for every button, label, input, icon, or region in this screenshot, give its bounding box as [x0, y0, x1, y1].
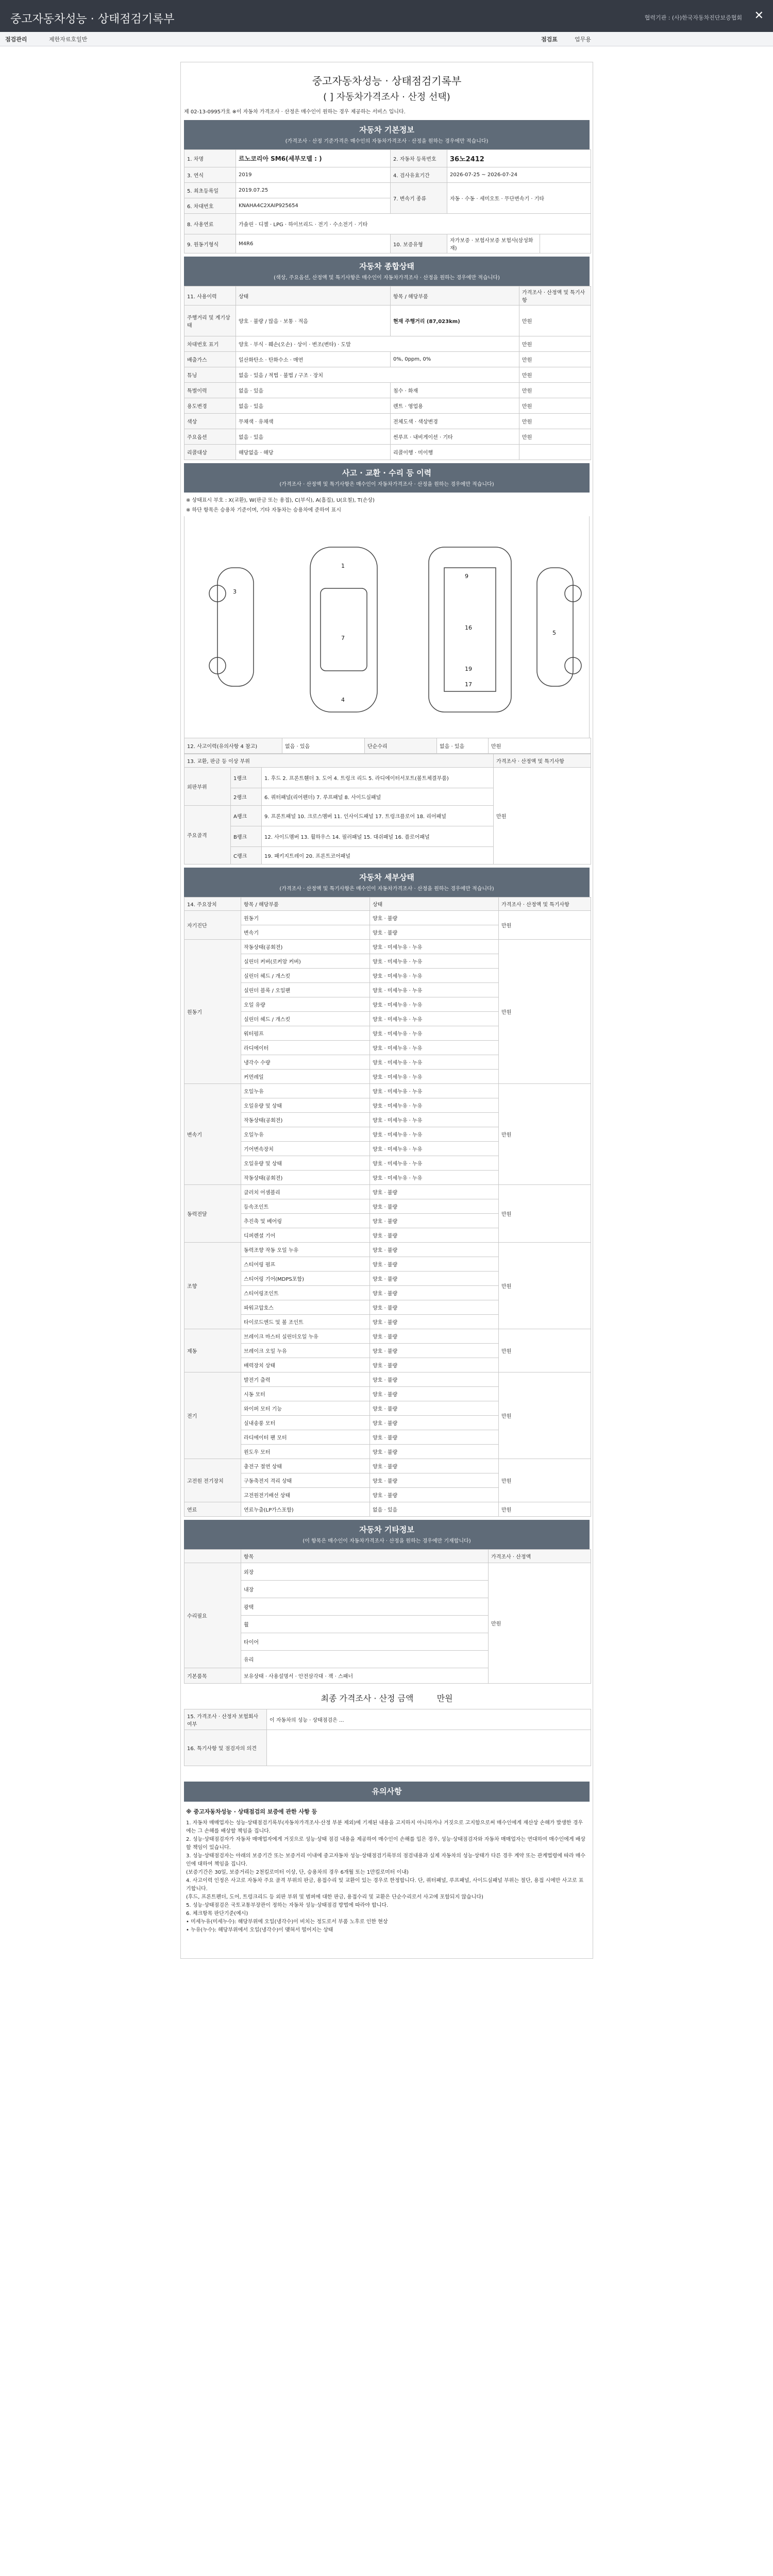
section-title: 자동차 세부상태: [359, 873, 414, 882]
plate-label: 2. 자동차 등록번호: [391, 150, 447, 167]
device-item: 발전기 출력: [241, 1372, 370, 1387]
device-group: 자기진단: [184, 911, 241, 940]
car-cabin: [321, 588, 367, 671]
device-item: 실린더 헤드 / 개스킷: [241, 1012, 370, 1026]
section-title: 자동차 기타정보: [359, 1525, 414, 1534]
device-state: 양호 · 미세누유 · 누유: [370, 983, 499, 997]
legend-note: ※ 하단 항목은 승용차 기준이며, 기타 자동차는 승용차에 준하여 표시: [186, 507, 341, 513]
row-label: 용도변경: [184, 398, 236, 414]
device-state: 양호 · 불량: [370, 1430, 499, 1445]
section-title: 사고 · 교환 · 수리 등 이력: [342, 468, 432, 478]
section-title: 자동차 종합상태: [359, 262, 414, 271]
price-cell: 만원: [519, 383, 591, 398]
partner-info: 협력기관 : (사)한국자동차진단보증협회: [644, 14, 742, 21]
col-header: 항목: [241, 1550, 489, 1563]
col-header: 11. 사용이력: [184, 286, 236, 306]
fuel-label: 8. 사용연료: [184, 214, 236, 234]
precaution-notes: [184, 1802, 590, 1938]
group-label: 외판부위: [184, 768, 231, 806]
row-label: 튜닝: [184, 367, 236, 383]
section-detail: [184, 868, 590, 897]
close-icon[interactable]: ✕: [754, 9, 764, 22]
vin-state: 양호 · 부식 · 훼손(오손) · 상이 · 변조(변타) · 도말: [236, 336, 519, 352]
basic-items-label: 기본품목: [184, 1668, 241, 1684]
device-item: 실린더 헤드 / 개스킷: [241, 969, 370, 983]
rank-label: C랭크: [231, 847, 262, 865]
part-label: 16: [465, 624, 472, 631]
section-subtitle: (가격조사 · 산정 기준가격은 매수인의 자동차가격조사 · 산정을 원하는 경우에만 적습니다): [285, 139, 489, 144]
price-cell: 만원: [499, 1084, 591, 1185]
part-label: 19: [465, 666, 472, 672]
device-item: 브레이크 오일 누유: [241, 1344, 370, 1358]
col-header: 상태: [370, 897, 499, 911]
rank-items: 9. 프론트패널 10. 크로스멤버 11. 인사이드패널 17. 트렁크플로어 18. 리어패널: [262, 806, 494, 826]
device-state: 양호 · 불량: [370, 911, 499, 925]
device-group: 고전원 전기장치: [184, 1459, 241, 1502]
doc-title: 중고자동차성능 · 상태점검기록부: [312, 75, 462, 87]
part-label: 3: [233, 588, 237, 595]
overview-table: [184, 286, 591, 460]
price-cell: 만원: [489, 738, 591, 754]
etc-item: 타이어: [241, 1633, 489, 1651]
device-state: 양호 · 미세누유 · 누유: [370, 997, 499, 1012]
title-bar: [0, 0, 773, 32]
price-cell: [519, 445, 591, 460]
usage-change: 없음 · 있음: [236, 398, 391, 414]
device-state: 양호 · 불량: [370, 1445, 499, 1459]
device-state: 없음 · 있음: [370, 1502, 499, 1517]
device-state: 양호 · 불량: [370, 1228, 499, 1243]
price-cell: 만원: [499, 940, 591, 1084]
section-title: 자동차 기본정보: [359, 125, 414, 134]
group-label: 주요골격: [184, 806, 231, 865]
precaution-item: 4. 사고이력 인정은 사고로 자동차 주요 골격 부위의 판금, 용접수리 및 교환이 있는 경우로 한정합니다. 단, 쿼터패널, 루프패널, 사이드실패널 부위는 절단, 용접 시에만 사고로 표기합니다.: [186, 1878, 584, 1892]
col-header: 가격조사 · 산정액 및 특기사항: [494, 754, 591, 768]
emission-values: 0%, 0ppm, 0%: [391, 352, 519, 367]
device-state: 양호 · 미세누유 · 누유: [370, 1098, 499, 1113]
device-item: 오일누유: [241, 1127, 370, 1142]
device-group: 전기: [184, 1372, 241, 1459]
part-label: 9: [465, 573, 468, 580]
device-item: 고전원전기배선 상태: [241, 1488, 370, 1502]
device-state: 양호 · 불량: [370, 1185, 499, 1199]
device-state: 양호 · 미세누유 · 누유: [370, 1041, 499, 1055]
device-item: 스티어링 기어(MDPS포함): [241, 1272, 370, 1286]
legend: ※ 상태표시 부호 : X(교환), W(판금 또는 용접), C(부식), A(흠집), U(요철), T(손상): [186, 498, 375, 503]
rank-table: [184, 754, 591, 865]
etc-table: [184, 1549, 591, 1684]
part-label: 5: [552, 630, 556, 636]
car-diagram: [184, 516, 590, 738]
device-item: 배력장치 상태: [241, 1358, 370, 1372]
color-state: 무채색 · 유채색: [236, 414, 391, 429]
device-item: 동력조향 작동 오일 누유: [241, 1243, 370, 1257]
device-state: 양호 · 불량: [370, 1199, 499, 1214]
section-title: 유의사항: [372, 1787, 402, 1796]
engine-type: M4R6: [236, 234, 391, 253]
section-overview: [184, 257, 590, 286]
row-label: 차대번호 표기: [184, 336, 236, 352]
price-cell: 만원: [499, 1459, 591, 1502]
device-state: 양호 · 불량: [370, 1243, 499, 1257]
device-group: 제동: [184, 1329, 241, 1372]
damage-label: 13. 교환, 판금 등 이상 부위: [184, 754, 494, 768]
device-state: 양호 · 불량: [370, 1401, 499, 1416]
tuning-state: 없음 · 있음 / 적법 · 불법 / 구조 · 장치: [236, 367, 519, 383]
repair-needed-label: 수리필요: [184, 1563, 241, 1668]
simple-repair-label: 단순수리: [365, 738, 437, 754]
device-group: 동력전달: [184, 1185, 241, 1243]
device-state: 양호 · 미세누유 · 누유: [370, 1156, 499, 1171]
device-group: 조향: [184, 1243, 241, 1329]
device-item: 스티어링 펌프: [241, 1257, 370, 1272]
odometer-state: 양호 · 불량 / 많음 · 보통 · 적음: [236, 306, 391, 336]
etc-item: 내장: [241, 1581, 489, 1598]
section-basic: [184, 120, 590, 149]
device-item: 시동 모터: [241, 1387, 370, 1401]
transmission-label: 7. 변속기 종류: [391, 183, 447, 214]
part-label: 7: [341, 635, 345, 641]
precaution-item: 5. 성능·상태점검은 국토교통부장관이 정하는 자동차 성능·상태점검 방법에 따라야 합니다.: [186, 1903, 389, 1908]
row-label: 주행거리 및 계기상태: [184, 306, 236, 336]
device-item: 추진축 및 베어링: [241, 1214, 370, 1228]
tab-checklist[interactable]: 점검표: [541, 36, 558, 43]
device-state: 양호 · 불량: [370, 1473, 499, 1488]
col-header: 가격조사 · 산정액 및 특기사항: [499, 897, 591, 911]
device-group: 원동기: [184, 940, 241, 1084]
device-item: 오일유량 및 상태: [241, 1098, 370, 1113]
price-cell: 만원: [519, 367, 591, 383]
device-item: 충전구 절연 상태: [241, 1459, 370, 1473]
section-accident: [184, 463, 590, 493]
warranty-type: 자가보증 · 보험사보증 보험사(삼성화재): [447, 234, 540, 253]
section-subtitle: (가격조사 · 산정액 및 특기사항은 매수인이 자동차가격조사 · 산정을 원하는 경우에만 적습니다): [279, 886, 494, 892]
car-side-left: [217, 568, 254, 686]
price-cell: 만원: [519, 398, 591, 414]
price-cell: 만원: [519, 336, 591, 352]
device-state: 양호 · 불량: [370, 1488, 499, 1502]
tab-inspection[interactable]: 점검관리: [5, 36, 27, 43]
special-items: 침수 · 화재: [391, 383, 519, 398]
price-cell: 만원: [499, 1502, 591, 1517]
device-state: 양호 · 불량: [370, 1344, 499, 1358]
price-cell: 만원: [499, 1243, 591, 1329]
device-state: 양호 · 미세누유 · 누유: [370, 1070, 499, 1084]
price-cell: 만원: [499, 911, 591, 940]
col-header: 상태: [236, 286, 391, 306]
inspection-period: 2026-07-25 ~ 2026-07-24: [447, 167, 591, 183]
rank-items: 12. 사이드멤버 13. 휠하우스 14. 필러패널 15. 대쉬패널 16. 플로어패널: [262, 826, 494, 847]
device-item: 원동기: [241, 911, 370, 925]
basic-items: 보유상태 · 사용설명서 · 안전삼각대 · 잭 · 스패너: [241, 1668, 489, 1684]
device-item: 라디에이터 팬 모터: [241, 1430, 370, 1445]
precaution-item: • 누유(누수): 해당부위에서 오일(냉각수)이 맺혀서 떨어지는 상태: [186, 1927, 333, 1933]
section-subtitle: (이 항목은 매수인이 자동차가격조사 · 산정을 원하는 경우에만 기재합니다): [303, 1538, 471, 1544]
usage-items: 렌트 · 영업용: [391, 398, 519, 414]
device-state: 양호 · 미세누유 · 누유: [370, 954, 499, 969]
car-diagram-svg: [187, 516, 589, 733]
device-item: 작동상태(공회전): [241, 1171, 370, 1185]
first-reg-date: 2019.07.25: [236, 183, 391, 198]
device-state: 양호 · 미세누유 · 누유: [370, 1084, 499, 1098]
opinion-label: 16. 특기사항 및 점검자의 의견: [184, 1730, 267, 1766]
inspection-period-label: 4. 검사유효기간: [391, 167, 447, 183]
app-title: 중고자동차성능 · 상태점검기록부: [10, 13, 175, 26]
row-label: 리콜대상: [184, 445, 236, 460]
device-item: 커먼레일: [241, 1070, 370, 1084]
special-history: 없음 · 있음: [236, 383, 391, 398]
vin-label: 6. 차대번호: [184, 198, 236, 214]
device-state: 양호 · 불량: [370, 925, 499, 940]
rank-label: 2랭크: [231, 788, 262, 806]
device-item: 냉각수 수량: [241, 1055, 370, 1070]
device-state: 양호 · 불량: [370, 1358, 499, 1372]
row-label: 배출가스: [184, 352, 236, 367]
base-price: [540, 234, 591, 253]
col-header: 14. 주요장치: [184, 897, 241, 911]
basic-table: [184, 149, 591, 253]
device-state: 양호 · 불량: [370, 1387, 499, 1401]
price-cell: 만원: [519, 414, 591, 429]
price-cell: 만원: [499, 1329, 591, 1372]
row-label: 특별이력: [184, 383, 236, 398]
device-item: 브레이크 마스터 실린더오일 누유: [241, 1329, 370, 1344]
device-item: 와이퍼 모터 기능: [241, 1401, 370, 1416]
final-price-unit: 만원: [436, 1693, 453, 1703]
accident-history: 없음 · 있음: [282, 738, 365, 754]
opinion-value: [267, 1730, 591, 1766]
year-label: 3. 연식: [184, 167, 236, 183]
tab-limited[interactable]: 제한자료호일반: [49, 36, 88, 43]
engine-label: 9. 원동기형식: [184, 234, 236, 253]
precaution-item: (보증기간은 30일, 보증거리는 2천킬로미터 이상, 단, 승용차의 경우 6개월 또는 1만킬로미터 이내): [186, 1870, 409, 1875]
device-item: 스티어링조인트: [241, 1286, 370, 1300]
precaution-item: ※ 중고자동차성능 · 상태점검의 보증에 관한 사항 등: [186, 1808, 317, 1815]
device-item: 구동축전지 격리 상태: [241, 1473, 370, 1488]
option-items: 썬루프 · 내비게이션 · 기타: [391, 429, 519, 445]
device-item: 클러치 어셈블리: [241, 1185, 370, 1199]
device-item: 실린더 커버(로커암 커버): [241, 954, 370, 969]
section-precaution: [184, 1782, 590, 1802]
rank-items: 19. 패키지트레이 20. 프론트코어패널: [262, 847, 494, 865]
price-cell: 만원: [494, 768, 591, 865]
price-cell: 만원: [489, 1563, 591, 1684]
section-subtitle: (색상, 주요옵션, 산정액 및 특기사항은 매수인이 자동차가격조사 · 산정을 원하는 경우에만 적습니다): [274, 275, 500, 281]
simple-repair: 없음 · 있음: [437, 738, 489, 754]
device-item: 라디에이터: [241, 1041, 370, 1055]
device-state: 양호 · 미세누유 · 누유: [370, 1142, 499, 1156]
device-state: 양호 · 미세누유 · 누유: [370, 1113, 499, 1127]
device-state: 양호 · 미세누유 · 누유: [370, 1026, 499, 1041]
device-state: 양호 · 불량: [370, 1372, 499, 1387]
etc-item: 휠: [241, 1616, 489, 1633]
device-state: 양호 · 미세누유 · 누유: [370, 969, 499, 983]
device-item: 파워고압호스: [241, 1300, 370, 1315]
option-state: 없음 · 있음: [236, 429, 391, 445]
price-cell: 만원: [499, 1372, 591, 1459]
device-state: 양호 · 불량: [370, 1315, 499, 1329]
row-label: 색상: [184, 414, 236, 429]
mileage: 현재 주행거리 (87,023km): [391, 306, 519, 336]
accident-table: [184, 738, 591, 754]
rank-items: 6. 쿼터패널(리어펜더) 7. 루프패널 8. 사이드실패널: [262, 788, 494, 806]
col-header: 가격조사 · 산정액: [489, 1550, 591, 1563]
device-state: 양호 · 불량: [370, 1286, 499, 1300]
col-header: 항목 / 해당부품: [391, 286, 519, 306]
device-item: 오일누유: [241, 1084, 370, 1098]
doc-number: 제 02-13-0995가호 ※이 자동차 가격조사 · 산정은 매수인이 원하는 경우 제공하는 서비스 입니다.: [184, 109, 406, 115]
price-cell: 만원: [519, 429, 591, 445]
device-state: 양호 · 불량: [370, 1300, 499, 1315]
part-label: 1: [341, 563, 345, 569]
precaution-item: 6. 체크항목 판단기준(예시): [186, 1911, 248, 1917]
car-side-right: [537, 568, 573, 686]
device-item: 기어변속장치: [241, 1142, 370, 1156]
rank-label: A랭크: [231, 806, 262, 826]
device-item: 워터펌프: [241, 1026, 370, 1041]
part-label: 17: [465, 681, 472, 688]
device-state: 양호 · 불량: [370, 1459, 499, 1473]
device-state: 양호 · 미세누유 · 누유: [370, 940, 499, 954]
device-item: 연료누출(LP가스포함): [241, 1502, 370, 1517]
device-state: 양호 · 불량: [370, 1272, 499, 1286]
accident-history-label: 12. 사고이력(유의사항 4 참고): [184, 738, 282, 754]
device-state: 양호 · 미세누유 · 누유: [370, 1171, 499, 1185]
device-item: 등속조인트: [241, 1199, 370, 1214]
etc-item: 광택: [241, 1598, 489, 1616]
device-item: 실내송풍 모터: [241, 1416, 370, 1430]
device-state: 양호 · 미세누유 · 누유: [370, 1012, 499, 1026]
recall-state: 해당없음 · 해당: [236, 445, 391, 460]
first-reg-label: 5. 최초등록일: [184, 183, 236, 198]
transmission-options: 자동 · 수동 · 세미오토 · 무단변속기 · 기타: [447, 183, 591, 214]
year-value: 2019: [236, 167, 391, 183]
device-state: 양호 · 불량: [370, 1257, 499, 1272]
device-group: 연료: [184, 1502, 241, 1517]
emission-state: 일산화탄소 · 탄화수소 · 매연: [236, 352, 391, 367]
recall-items: 리콜이행 · 미이행: [391, 445, 519, 460]
detail-table: [184, 897, 591, 1517]
rank-items: 1. 후드 2. 프론트휀더 3. 도어 4. 트렁크 리드 5. 라디에이터서포트(볼트체결부품): [262, 768, 494, 788]
row-label: 주요옵션: [184, 429, 236, 445]
precaution-item: 2. 성능·상태점검자가 자동차 매매업자에게 거짓으로 성능·상태 점검 내용을 제공하여 매수인이 손해를 입은 경우, 성능·상태점검자와 자동차 매매업자는 연대하여 매수인에게 배상할 책임이 있습니다.: [186, 1837, 585, 1851]
doc-subtitle: ( ] 자동차가격조사 · 산정 선택): [323, 92, 450, 103]
tab-business[interactable]: 업무용: [575, 36, 591, 43]
device-state: 양호 · 불량: [370, 1416, 499, 1430]
device-state: 양호 · 미세누유 · 누유: [370, 1127, 499, 1142]
price-cell: 만원: [519, 306, 591, 336]
device-item: 타이로드엔드 및 볼 조인트: [241, 1315, 370, 1329]
final-price-label: 최종 가격조사 · 산정 금액: [321, 1693, 414, 1703]
device-group: 변속기: [184, 1084, 241, 1185]
price-cell: 만원: [499, 1185, 591, 1243]
rank-label: B랭크: [231, 826, 262, 847]
device-item: 실린더 블록 / 오일팬: [241, 983, 370, 997]
car-name: 르노코리아 SM6(세부모델 : ): [236, 150, 391, 167]
device-item: 윈도우 모터: [241, 1445, 370, 1459]
insurer-label: 15. 가격조사 · 산정자 보험회사 여부: [184, 1709, 267, 1730]
device-state: 양호 · 불량: [370, 1329, 499, 1344]
device-state: 양호 · 미세누유 · 누유: [370, 1055, 499, 1070]
insurer-value: 이 자동차의 성능 · 상태점검은 ...: [267, 1709, 591, 1730]
device-item: 작동상태(공회전): [241, 1113, 370, 1127]
col-header: 항목 / 해당부품: [241, 897, 370, 911]
device-item: 작동상태(공회전): [241, 940, 370, 954]
sign-table: [184, 1709, 591, 1766]
col-header: 가격조사 · 산정액 및 특기사항: [519, 286, 591, 306]
precaution-item: 3. 성능·상태점검자는 아래의 보증기간 또는 보증거리 이내에 중고자동차 성능·상태점검기록부의 점검내용과 실제 자동차의 성능·상태가 다른 경우 계약 또는 관계법령에 따라 매수인에 대하여 책임을 집니다.: [186, 1853, 585, 1867]
precaution-item: (후드, 프론트펜더, 도어, 트렁크리드 등 외판 부위 및 범퍼에 대한 판금, 용접수리 및 교환은 단순수리로서 사고에 포함되지 않습니다): [186, 1894, 483, 1900]
fuel-options: 가솔린 · 디젤 · LPG · 하이브리드 · 전기 · 수소전기 · 기타: [236, 214, 591, 234]
section-etc: [184, 1520, 590, 1549]
device-state: 양호 · 불량: [370, 1214, 499, 1228]
etc-item: 외장: [241, 1563, 489, 1581]
vin: KNAHA4C2XAIP925654: [236, 198, 391, 214]
color-items: 전체도색 · 색상변경: [391, 414, 519, 429]
device-item: 디퍼렌셜 기어: [241, 1228, 370, 1243]
rank-label: 1랭크: [231, 768, 262, 788]
device-item: 오일 유량: [241, 997, 370, 1012]
part-label: 4: [341, 697, 345, 703]
car-name-label: 1. 차명: [184, 150, 236, 167]
final-price: [184, 1684, 590, 1709]
precaution-item: • 미세누유(미세누수): 해당부위에 오일(냉각수)이 비치는 정도로서 부품 노후로 인한 현상: [186, 1919, 388, 1925]
warranty-label: 10. 보증유형: [391, 234, 447, 253]
tab-bar: [0, 32, 773, 46]
section-subtitle: (가격조사 · 산정액 및 특기사항은 매수인이 자동차가격조사 · 산정을 원하는 경우에만 적습니다): [279, 482, 494, 487]
device-item: 오일유량 및 상태: [241, 1156, 370, 1171]
inspection-record: [180, 62, 593, 1959]
price-cell: 만원: [519, 352, 591, 367]
precaution-item: 1. 자동차 매매업자는 성능·상태점검기록부(자동차가격조사·산정 부분 제외)에 기재된 내용을 고지하지 아니하거나 거짓으로 고지함으로써 매수인에게 재산상 손해가 발생한 경우에는 그 손해를 배상할 책임을 집니다.: [186, 1820, 583, 1834]
plate-number: 36노2412: [447, 150, 591, 167]
device-item: 변속기: [241, 925, 370, 940]
etc-item: 유리: [241, 1651, 489, 1668]
